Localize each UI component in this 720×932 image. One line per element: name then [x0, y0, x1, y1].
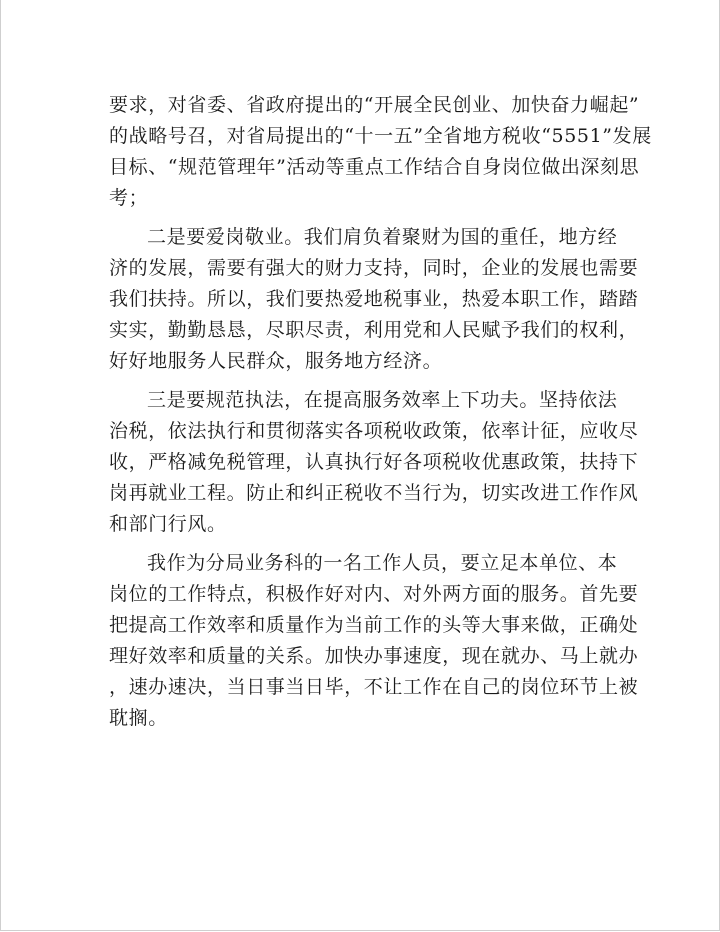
text-line: 理好效率和质量的关系。加快办事速度，现在就办、马上就办 [109, 645, 639, 667]
text-line: 治税，依法执行和贯彻落实各项税收政策，依率计征，应收尽 [109, 420, 639, 442]
text-line: 我作为分局业务科的一名工作人员，要立足本单位、本 [147, 552, 618, 574]
paragraph-3 [109, 385, 639, 540]
document-body [109, 90, 652, 734]
text-line: 的战略号召，对省局提出的“十一五”全省地方税收“5551”发展 [109, 125, 652, 147]
text-line: 岗位的工作特点，积极作好对内、对外两方面的服务。首先要 [109, 583, 639, 605]
text-line: 济的发展，需要有强大的财力支持，同时，企业的发展也需要 [109, 257, 639, 279]
text-line: ，速办速决，当日事当日毕，不让工作在自己的岗位环节上被 [109, 676, 639, 698]
text-line: 把提高工作效率和质量作为当前工作的头等大事来做，正确处 [109, 614, 639, 636]
text-line: 考； [109, 187, 149, 209]
text-line: 三是要规范执法，在提高服务效率上下功夫。坚持依法 [147, 389, 618, 411]
text-line: 收，严格减免税管理，认真执行好各项税收优惠政策，扶持下 [109, 451, 639, 473]
text-line: 实实，勤勤恳恳，尽职尽责，利用党和人民赋予我们的权利， [109, 319, 639, 341]
text-line: 要求，对省委、省政府提出的“开展全民创业、加快奋力崛起” [109, 94, 640, 116]
text-line: 二是要爱岗敬业。我们肩负着聚财为国的重任，地方经 [147, 226, 618, 248]
text-line: 目标、“规范管理年”活动等重点工作结合自身岗位做出深刻思 [109, 156, 640, 178]
text-line: 和部门行风。 [109, 513, 227, 535]
text-line: 耽搁。 [109, 707, 168, 729]
paragraph-2 [109, 222, 639, 377]
text-line: 好好地服务人民群众，服务地方经济。 [109, 350, 443, 372]
paragraph-4 [109, 548, 639, 734]
paragraph-1 [109, 90, 652, 214]
text-line: 我们扶持。所以，我们要热爱地税事业，热爱本职工作，踏踏 [109, 288, 639, 310]
text-line: 岗再就业工程。防止和纠正税收不当行为，切实改进工作作风 [109, 482, 639, 504]
